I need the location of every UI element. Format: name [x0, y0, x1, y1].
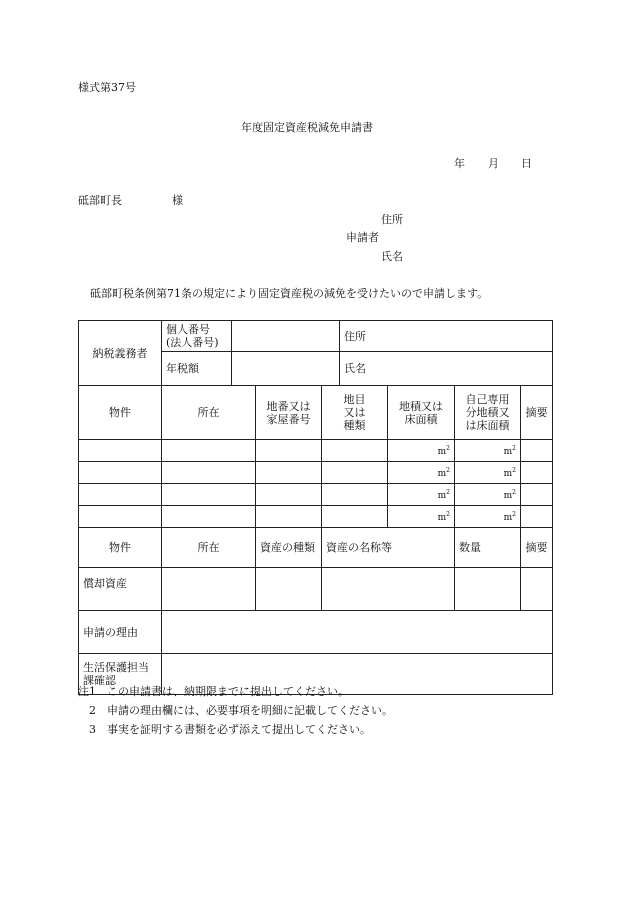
land-cell[interactable] [322, 506, 388, 528]
taxpayer-name-field[interactable] [340, 352, 553, 386]
land-own-area-cell[interactable]: $m^2$ [455, 462, 521, 484]
taxpayer-address-field[interactable] [340, 321, 553, 352]
land-own-area-cell[interactable]: $m^2$ [455, 506, 521, 528]
addressee-name: 砥部町長 [78, 194, 122, 207]
land-area-cell[interactable]: $m^2$ [388, 506, 455, 528]
land-row [79, 484, 553, 506]
asset-header-remarks: 摘要 [521, 528, 553, 568]
asset-quantity-field[interactable] [455, 568, 521, 611]
asset-header-quantity: 数量 [455, 528, 521, 568]
asset-header-name: 資産の名称等 [322, 528, 455, 568]
applicant-label: 申請者 [346, 231, 379, 244]
asset-header-type: 資産の種類 [256, 528, 322, 568]
land-own-area-cell[interactable]: $m^2$ [455, 484, 521, 506]
reason-label: 申請の理由 [79, 611, 162, 654]
applicant-name-label: 氏名 [381, 250, 403, 263]
land-cell[interactable] [521, 440, 553, 462]
date-month-label: 月 [488, 157, 499, 170]
personal-number-label: 個人番号 (法人番号) [162, 321, 232, 352]
land-cell[interactable] [521, 462, 553, 484]
land-header-remarks: 摘要 [521, 386, 553, 440]
form-number: 様式第37号 [78, 81, 136, 94]
applicant-address-label: 住所 [381, 213, 403, 226]
note-item: 注1 この申請書は、納期限までに提出してください。 [78, 685, 349, 698]
land-own-area-cell[interactable]: $m^2$ [455, 440, 521, 462]
date-year-label: 年 [454, 157, 465, 170]
land-row [79, 462, 553, 484]
land-cell[interactable] [322, 484, 388, 506]
land-cell[interactable] [79, 462, 162, 484]
land-cell[interactable] [322, 440, 388, 462]
land-header-land-category: 地目 又は 種類 [322, 386, 388, 440]
taxpayer-address-label: 住所 [344, 329, 366, 343]
addressee-honorific: 様 [172, 194, 183, 207]
land-cell[interactable] [256, 440, 322, 462]
land-cell[interactable] [79, 506, 162, 528]
annual-tax-label: 年税額 [162, 352, 232, 386]
land-cell[interactable] [162, 484, 256, 506]
asset-name-field[interactable] [322, 568, 455, 611]
land-header-area: 地積又は 床面積 [388, 386, 455, 440]
land-cell[interactable] [162, 440, 256, 462]
land-cell[interactable] [162, 506, 256, 528]
land-cell[interactable] [256, 506, 322, 528]
date-day-label: 日 [521, 157, 532, 170]
depreciable-asset-label: 償却資産 [79, 568, 162, 611]
asset-location-field[interactable] [162, 568, 256, 611]
land-header-location: 所在 [162, 386, 256, 440]
asset-header-property: 物件 [79, 528, 162, 568]
land-cell[interactable] [521, 506, 553, 528]
land-row [79, 506, 553, 528]
welfare-confirmation-label: 生活保護担当課確認 [79, 654, 162, 695]
land-cell[interactable] [79, 484, 162, 506]
taxpayer-label: 納税義務者 [79, 321, 162, 386]
application-statement: 砥部町税条例第71条の規定により固定資産税の減免を受けたいので申請します。 [90, 287, 489, 300]
note-item: 2 申請の理由欄には、必要事項を明細に記載してください。 [78, 704, 393, 717]
notes [78, 685, 393, 742]
asset-remarks-field[interactable] [521, 568, 553, 611]
application-table [78, 320, 553, 695]
land-row [79, 440, 553, 462]
land-area-cell[interactable]: $m^2$ [388, 462, 455, 484]
form-title: 年度固定資産税減免申請書 [241, 121, 373, 134]
land-area-cell[interactable]: $m^2$ [388, 484, 455, 506]
note-item: 3 事実を証明する書類を必ず添えて提出してください。 [78, 723, 371, 736]
asset-type-field[interactable] [256, 568, 322, 611]
reason-field[interactable] [162, 611, 553, 654]
asset-header-location: 所在 [162, 528, 256, 568]
land-header-property: 物件 [79, 386, 162, 440]
land-cell[interactable] [256, 484, 322, 506]
land-header-lot-number: 地番又は 家屋番号 [256, 386, 322, 440]
annual-tax-field[interactable] [232, 352, 340, 386]
land-cell[interactable] [521, 484, 553, 506]
taxpayer-name-label: 氏名 [344, 362, 366, 375]
land-cell[interactable] [322, 462, 388, 484]
land-cell[interactable] [79, 440, 162, 462]
land-cell[interactable] [162, 462, 256, 484]
land-area-cell[interactable]: $m^2$ [388, 440, 455, 462]
land-cell[interactable] [256, 462, 322, 484]
personal-number-field[interactable] [232, 321, 340, 352]
land-header-own-use-area: 自己専用 分地積又 は床面積 [455, 386, 521, 440]
